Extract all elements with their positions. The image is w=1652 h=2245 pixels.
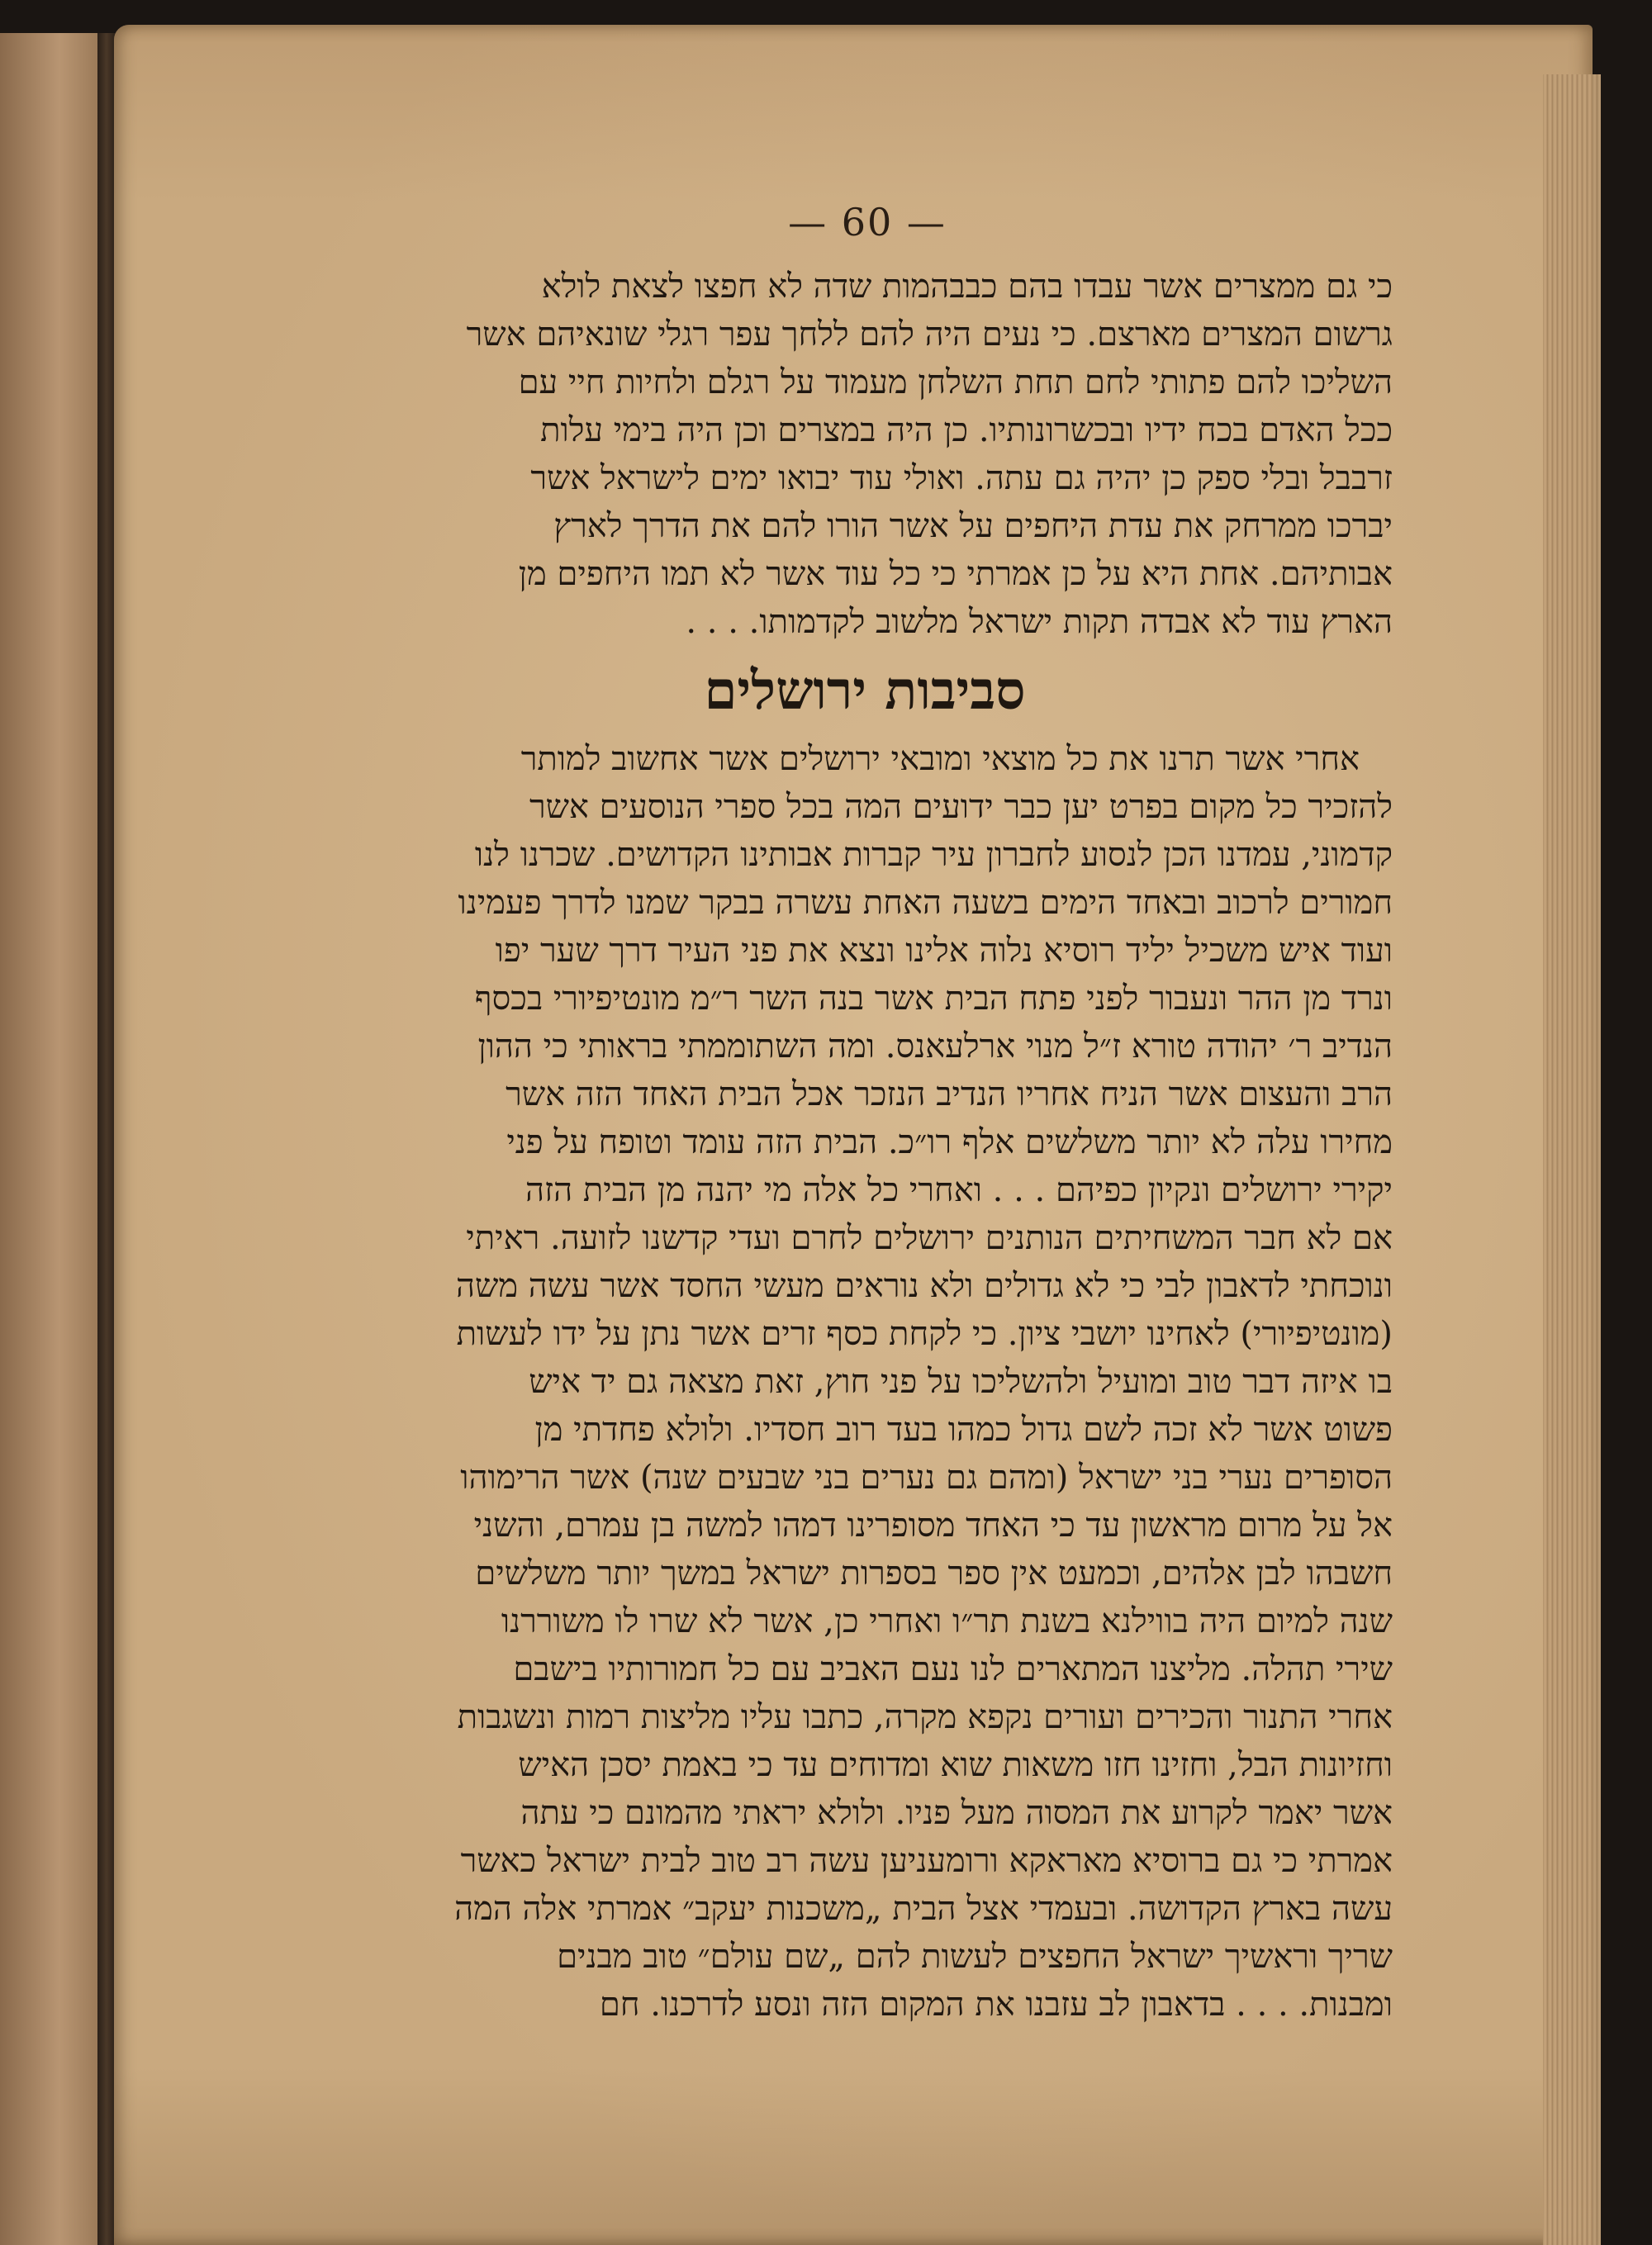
text-line: גרשום המצרים מארצם. כי נעים היה להם ללחך עפר רגלי שונאיהם אשר [466,316,1393,354]
paragraph-1 [337,263,1393,646]
page-number: — 60 — [788,200,947,244]
text-line: ככל האדם בכח ידיו ובכשרונותיו. כן היה במצרים וכן היה בימי עלות [540,411,1393,449]
text-line: שנה למיום היה בווילנא בשנת תר״ו ואחרי כן, אשר לא שרו לו משוררנו [501,1602,1393,1640]
text-line: קדמוני, עמדנו הכן לנסוע לחברון עיר קברות אבותינו הקדושים. שכרנו לנו [474,836,1393,874]
text-line: חמורים לרכוב ובאחד הימים בשעה האחת עשרה בבקר שמנו לדרך פעמינו [458,884,1393,922]
page-stack-edge [1543,74,1601,2245]
text-line: יברכו ממרחק את עדת היחפים על אשר הורו להם את הדרך לארץ [553,507,1393,545]
text-line: (מונטיפיורי) לאחינו יושבי ציון. כי לקחת כסף זרים אשר נתן על ידו לעשות [456,1315,1393,1353]
text-line: אשר יאמר לקרוע את המסוה מעל פניו. ולולא יראתי מהמונם כי עתה [520,1794,1393,1832]
text-line: ומבנות. . . . בדאבון לב עזבנו את המקום הזה ונסע לדרכנו. חם [599,1986,1393,2024]
text-line: אבותיהם. אחת היא על כן אמרתי כי כל עוד אשר לא תמו היחפים מן [518,555,1393,593]
text-line: אם לא חבר המשחיתים הנותנים ירושלים לחרם ועדי קדשנו לזועה. ראיתי [466,1219,1393,1257]
text-line: מחירו עלה לא יותר משלשים אלף רו״כ. הבית הזה עומד וטופח על פני [506,1123,1393,1161]
text-line: אל על מרום מראשון עד כי האחד מסופרינו דמהו למשה בן עמרם, והשני [473,1507,1393,1545]
text-line: עשה בארץ הקדושה. ובעמדי אצל הבית „משכנות יעקב״ אמרתי אלה המה [454,1890,1393,1928]
text-line: אחרי התנור והכירים ועורים נקפא מקרה, כתבו עליו מליצות רמות ונשגבות [457,1698,1393,1736]
text-line: ונוכחתי לדאבון לבי כי לא גדולים ולא נוראים מעשי החסד אשר עשה משה [456,1267,1393,1305]
text-line: חשבהו לבן אלהים, וכמעט אין ספר בספרות ישראל במשך יותר משלשים [475,1554,1393,1592]
text-line: ונרד מן ההר ונעבור לפני פתח הבית אשר בנה השר ר״מ מונטיפיורי בכסף [474,980,1393,1018]
text-line: שירי תהלה. מליצנו המתארים לנו נעם האביב עם כל חמורותיו בישבם [513,1650,1393,1688]
text-line: כי גם ממצרים אשר עבדו בהם כבבהמות שדה לא חפצו לצאת לולא [541,268,1393,306]
text-line: הנדיב ר׳ יהודה טורא ז״ל מנוי ארלעאנס. ומה השתוממתי בראותי כי ההון [477,1028,1393,1066]
text-line: שריך וראשיך ישראל החפצים לעשות להם „שם עולם״ טוב מבנים [557,1938,1393,1976]
text-line: להזכיר כל מקום בפרט יען כבר ידועים המה בכל ספרי הנוסעים אשר [529,788,1393,826]
text-line: אמרתי כי גם ברוסיא מאראקא ורומעניען עשה רב טוב לבית ישראל כאשר [460,1842,1393,1880]
text-line: השליכו להם פתותי לחם תחת השלחן מעמוד על רגלם ולחיות חיי עם [518,363,1393,401]
facing-page-edge [0,33,99,2245]
text-line: יקירי ירושלים ונקיון כפיהם . . . ואחרי כל אלה מי יהנה מן הבית הזה [525,1171,1393,1209]
text-line: פשוט אשר לא זכה לשם גדול כמהו בעד רוב חסדיו. ולולא פחדתי מן [534,1411,1393,1449]
book-gutter [97,33,116,2245]
paragraph-2 [337,735,1393,2029]
text-line: בו איזה דבר טוב ומועיל ולהשליכו על פני חוץ, זאת מצאה גם יד איש [529,1363,1393,1401]
text-line: הארץ עוד לא אבדה תקות ישראל מלשוב לקדמותו. . . . [686,603,1393,641]
text-line: ועוד איש משכיל יליד רוסיא נלוה אלינו ונצא את פני העיר דרך שער יפו [495,932,1393,970]
text-line: זרבבל ובלי ספק כן יהיה גם עתה. ואולי עוד יבואו ימים לישראל אשר [530,459,1393,497]
text-line: וחזיונות הבל, וחזינו חזו משאות שוא ומדוחים עד כי באמת יסכן האיש [518,1746,1393,1784]
text-line: הרב והעצום אשר הניח אחריו הנדיב הנזכר אכל הבית האחד הזה אשר [506,1075,1393,1113]
page-text [337,263,1393,2029]
text-line: אחרי אשר תרנו את כל מוצאי ומובאי ירושלים אשר אחשוב למותר [520,740,1360,778]
section-title: סביבות ירושלים [704,660,1026,722]
text-line: הסופרים נערי בני ישראל (ומהם גם נערים בני שבעים שנה) אשר הרימוהו [460,1459,1393,1497]
